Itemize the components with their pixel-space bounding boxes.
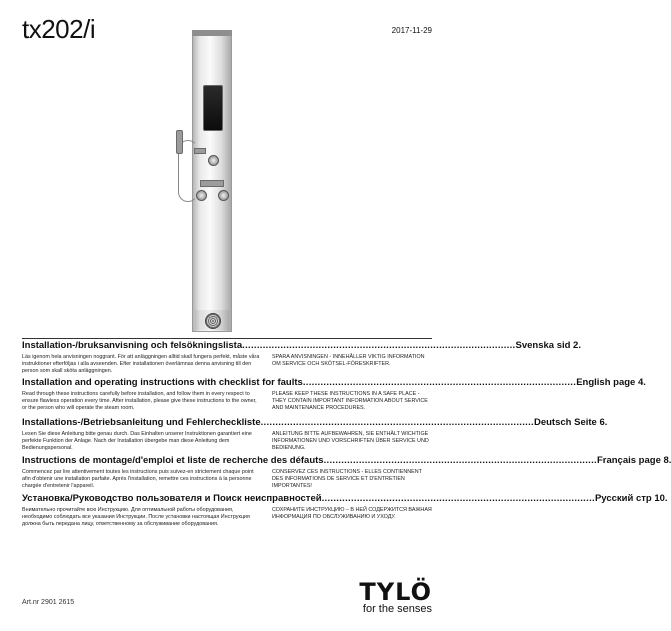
mixer-lever xyxy=(200,180,224,187)
article-number: Art.nr 2901 2615 xyxy=(22,599,75,606)
leader-dots: ............................................................................................. xyxy=(242,340,516,351)
section-intro: Lesen Sie diese Anleitung bitte genau durch. Das Einhalten unserer Instruktionen garantiert eine perfekte Funktion der Anlage. Nach der Installation übergebe man diese Anleitung dem Bedienungspersonal. xyxy=(22,431,252,451)
control-display xyxy=(203,85,223,131)
leader-dots: ............................................................................................. xyxy=(323,455,597,466)
section-title: Установка/Руководство пользователя и Поиск неисправностей xyxy=(22,493,322,504)
document-date: 2017-11-29 xyxy=(391,26,432,35)
document-title: tx202/i xyxy=(22,14,96,44)
page-ref: English page 4. xyxy=(576,377,646,388)
section-title: Installations-/Betriebsanleitung und Fehlercheckliste xyxy=(22,417,261,428)
page-ref: Deutsch Seite 6. xyxy=(533,417,608,428)
leader-dots: ............................................................................................. xyxy=(260,417,534,428)
shower-panel-image xyxy=(186,30,238,332)
logo-wordmark: TYLÖ xyxy=(359,578,432,606)
leader-dots: ............................................................................................. xyxy=(321,493,595,504)
section-english xyxy=(22,377,646,412)
section-title: Installation and operating instructions with checklist for faults xyxy=(22,377,303,388)
hand-shower-holder xyxy=(194,148,206,154)
panel-top-cap xyxy=(192,30,232,36)
section-russian xyxy=(22,493,668,528)
section-intro: Commencez par lire attentivement toutes les instructions puis suivez-en strictement chaque point afin d'obtenir une installation parfaite. Après l'installation, remettre ces instructions à la personne chargée d'entretenir l'appareil. xyxy=(22,469,254,489)
leader-dots: ............................................................................................. xyxy=(302,377,577,388)
tylo-logo xyxy=(336,578,432,617)
page-ref: Русский стр 10. xyxy=(594,493,668,504)
page-ref: Français page 8. xyxy=(596,455,671,466)
section-german xyxy=(22,417,608,452)
section-french xyxy=(22,455,671,490)
section-intro: Läs igenom hela anvisningen noggrant. För att anläggningen alltid skall fungera perfekt, måste våra instruktioner efterföljas i alla avseenden. Efter installationen överlämnas denna anvisning till den person som skall sköta anläggningen. xyxy=(22,354,260,374)
section-intro: Внимательно прочитайте всю Инструкцию. Для оптимальной работы оборудования, необходимо соблюдать все указания Инструкции. После установки настоящая Инструкция должна быть передана лицу, ответственному за обслуживание оборудования. xyxy=(22,507,250,527)
section-notice: SPARA ANVISNINGEN - INNEHÅLLER VIKTIG INFORMATION OM SERVICE OCH SKÖTSEL-FÖRESKRIFTER. xyxy=(272,354,425,367)
page-ref: Svenska sid 2. xyxy=(515,340,581,351)
section-title: Instructions de montage/d'emploi et liste de recherche des défauts xyxy=(22,455,324,466)
knob-right xyxy=(218,190,229,201)
knob-left xyxy=(196,190,207,201)
section-notice: PLEASE KEEP THESE INSTRUCTIONS IN A SAFE PLACE - THEY CONTAIN IMPORTANT INFORMATION ABOUT SERVICE AND MAINTENANCE PROCEDURES. xyxy=(272,391,428,411)
divider xyxy=(22,338,432,339)
section-notice: ANLEITUNG BITTE AUFBEWAHREN, SIE ENTHÄLT WICHTIGE INFORMATIONEN UND VORSCHRIFTEN ÜBER SERVICE UND BEDIENUNG. xyxy=(272,431,429,451)
section-notice: CONSERVEZ CES INSTRUCTIONS - ELLES CONTIENNENT DES INFORMATIONS DE SERVICE ET D'ENTRETIEN IMPORTANTES! xyxy=(272,469,422,489)
section-intro: Read through these instructions carefully before installation, and follow them in every respect to ensure flawless operation every time. After installation, please give these instructions to the owner, or the person who will operate the steam room. xyxy=(22,391,257,411)
knob-upper xyxy=(208,155,219,166)
section-title: Installation-/bruksanvisning och felsökningslista xyxy=(22,340,243,351)
steam-outlet xyxy=(205,313,221,329)
section-swedish xyxy=(22,340,581,375)
hand-shower xyxy=(176,130,183,154)
logo-tagline: for the senses xyxy=(362,603,432,615)
section-notice: СОХРАНИТЕ ИНСТРУКЦИЮ – В НЕЙ СОДЕРЖИТСЯ ВАЖНАЯ ИНФОРМАЦИЯ ПО ОБСЛУЖИВАНИЮ И УХОДУ. xyxy=(272,507,432,520)
